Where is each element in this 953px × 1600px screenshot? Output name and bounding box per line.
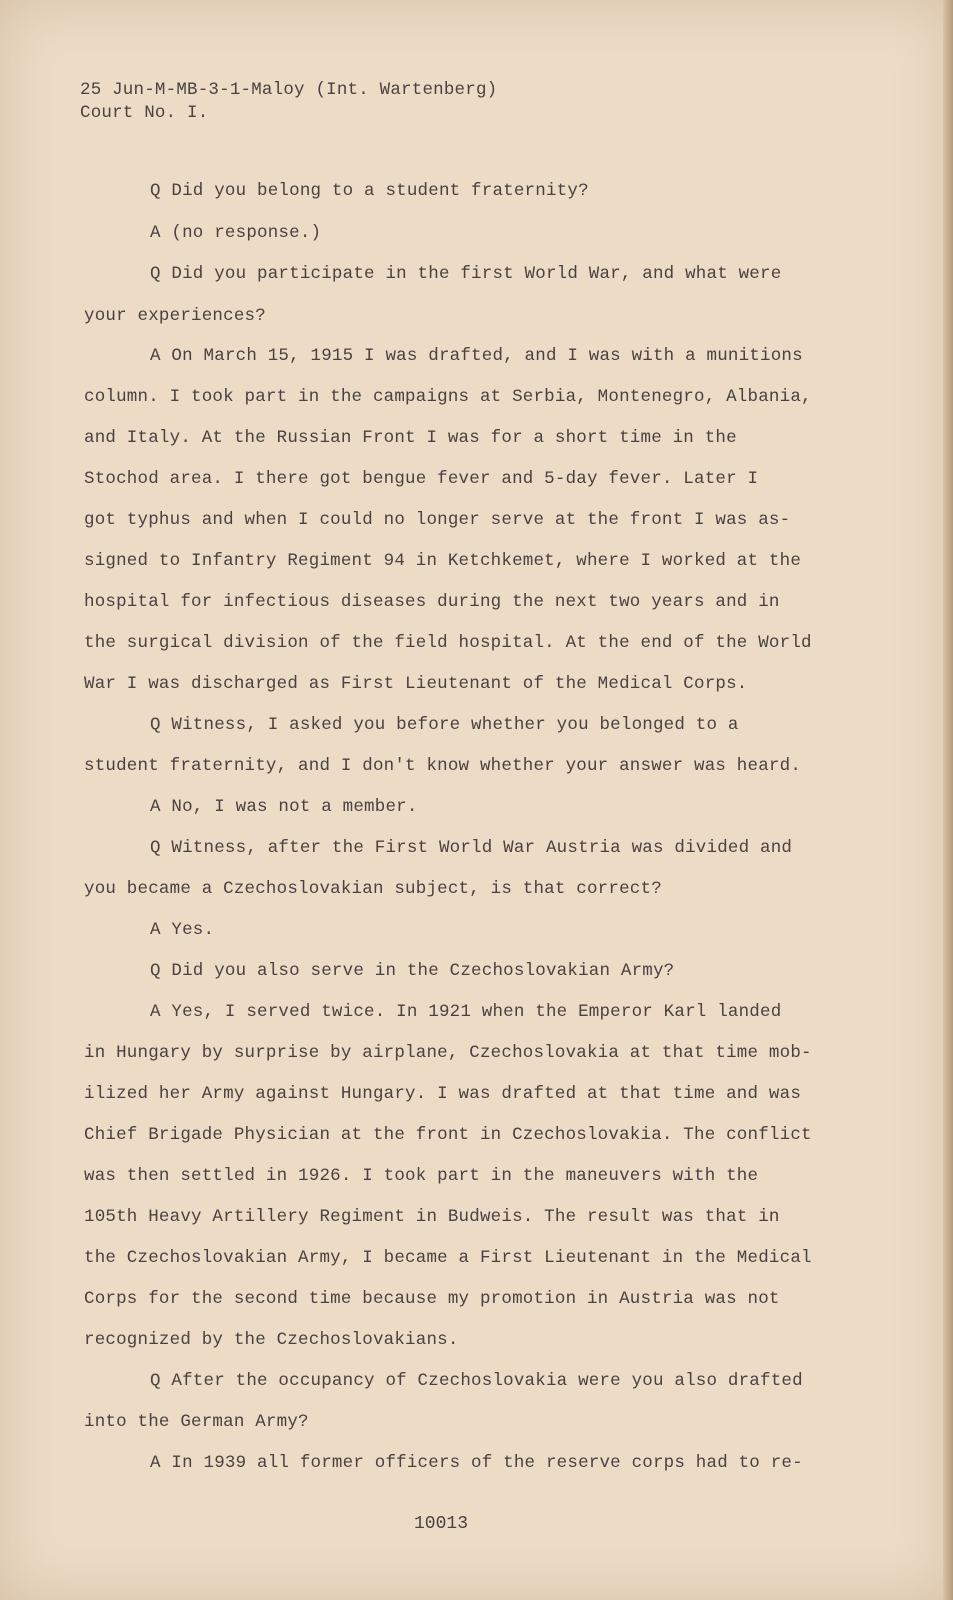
text-line: Chief Brigade Physician at the front in Czechoslovakia. The conflict: [84, 1125, 812, 1145]
text-line: the Czechoslovakian Army, I became a First Lieutenant in the Medical: [84, 1248, 812, 1268]
text-line: was then settled in 1926. I took part in the maneuvers with the: [84, 1166, 759, 1186]
text-line: Q Witness, after the First World War Austria was divided and: [150, 838, 793, 858]
text-line: the surgical division of the field hospital. At the end of the World: [84, 633, 812, 653]
text-line: in Hungary by surprise by airplane, Czechoslovakia at that time mob-: [84, 1043, 812, 1063]
text-line: got typhus and when I could no longer serve at the front I was as-: [84, 510, 791, 530]
text-line: Q Did you also serve in the Czechoslovakian Army?: [150, 961, 675, 981]
text-line: A Yes.: [150, 920, 215, 940]
text-line: student fraternity, and I don't know whether your answer was heard.: [84, 756, 802, 776]
text-line: into the German Army?: [84, 1412, 309, 1432]
text-line: ilized her Army against Hungary. I was drafted at that time and was: [84, 1084, 802, 1104]
text-line: Q Did you belong to a student fraternity?: [150, 181, 589, 201]
header-court-line: Court No. I.: [80, 103, 209, 123]
text-line: hospital for infectious diseases during the next two years and in: [84, 592, 780, 612]
text-line: A On March 15, 1915 I was drafted, and I was with a munitions: [150, 346, 803, 366]
text-line: column. I took part in the campaigns at Serbia, Montenegro, Albania,: [84, 387, 812, 407]
text-line: A In 1939 all former officers of the reserve corps had to re-: [150, 1453, 803, 1473]
text-line: Corps for the second time because my promotion in Austria was not: [84, 1289, 780, 1309]
text-line: Q Did you participate in the first World War, and what were: [150, 264, 782, 284]
text-line: Q Witness, I asked you before whether you belonged to a: [150, 715, 739, 735]
text-line: Stochod area. I there got bengue fever and 5-day fever. Later I: [84, 469, 759, 489]
text-line: War I was discharged as First Lieutenant of the Medical Corps.: [84, 674, 748, 694]
text-line: and Italy. At the Russian Front I was for a short time in the: [84, 428, 737, 448]
text-line: A (no response.): [150, 223, 322, 243]
page-edge: [943, 0, 953, 1600]
text-line: 105th Heavy Artillery Regiment in Budweis. The result was that in: [84, 1207, 780, 1227]
text-line: A No, I was not a member.: [150, 797, 418, 817]
text-line: signed to Infantry Regiment 94 in Ketchkemet, where I worked at the: [84, 551, 802, 571]
text-line: recognized by the Czechoslovakians.: [84, 1330, 459, 1350]
text-line: you became a Czechoslovakian subject, is that correct?: [84, 879, 662, 899]
text-line: A Yes, I served twice. In 1921 when the Emperor Karl landed: [150, 1002, 782, 1022]
header-case-line: 25 Jun-M-MB-3-1-Maloy (Int. Wartenberg): [80, 80, 498, 100]
page-number: 10013: [414, 1514, 469, 1534]
text-line: your experiences?: [84, 306, 266, 326]
text-line: Q After the occupancy of Czechoslovakia were you also drafted: [150, 1371, 803, 1391]
